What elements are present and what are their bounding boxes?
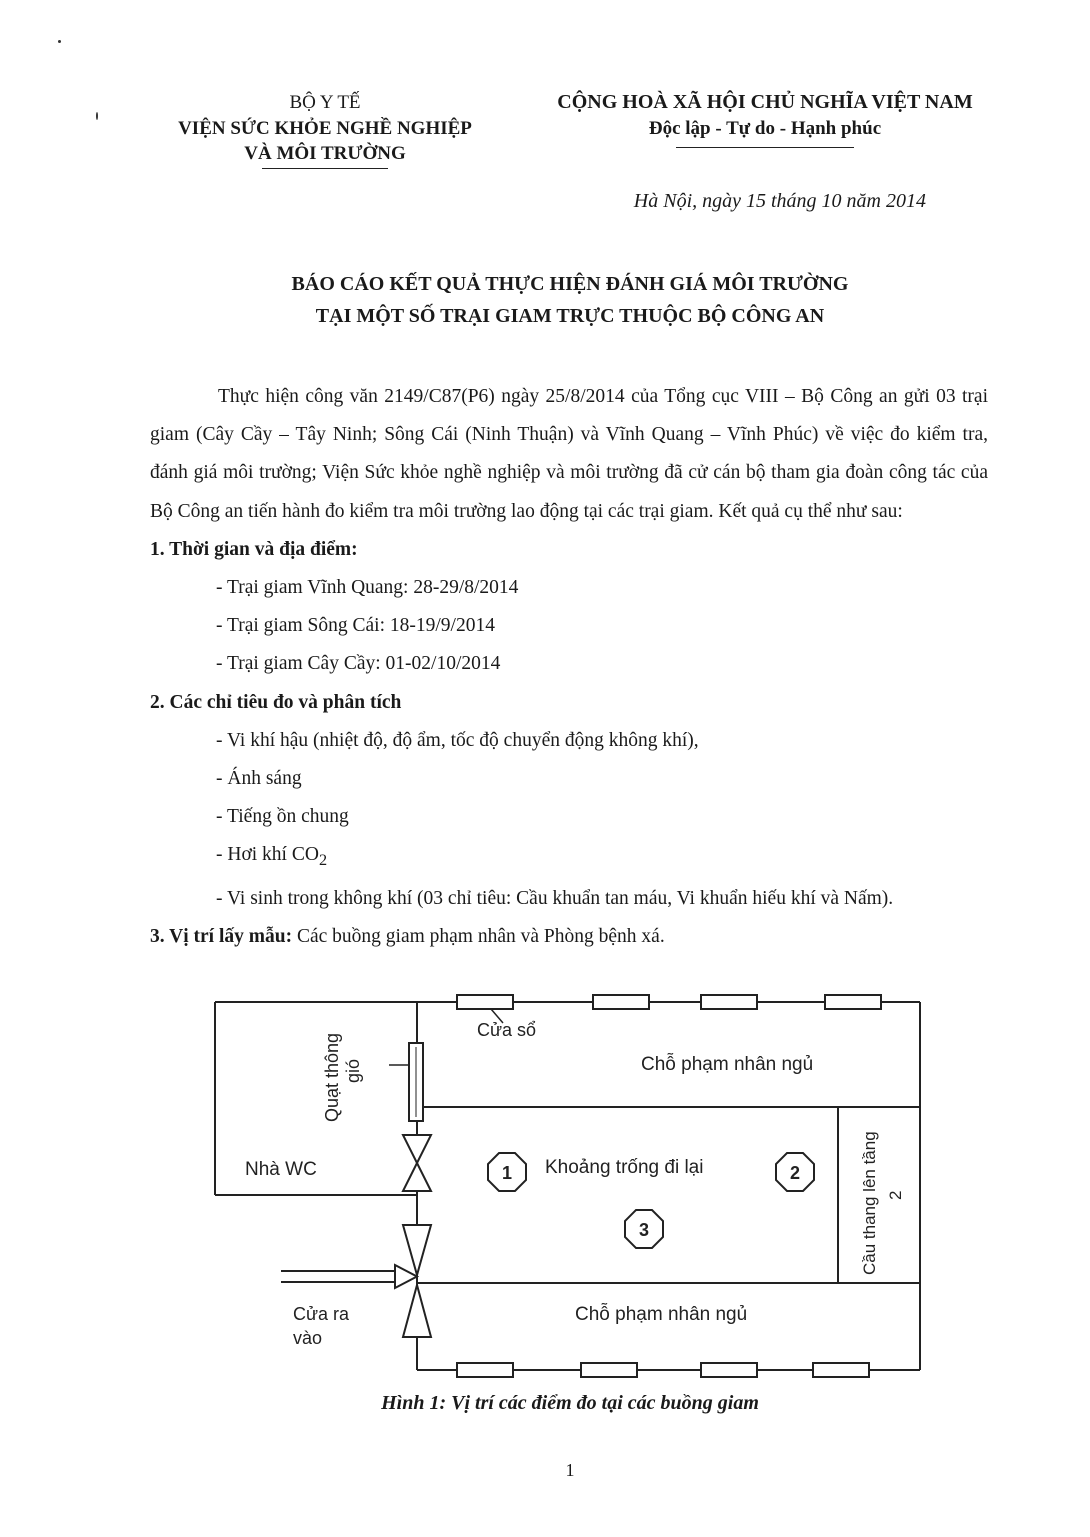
motto-underline xyxy=(676,147,854,148)
point-2-label: 2 xyxy=(789,1163,801,1183)
figure-caption: Hình 1: Vị trí các điểm đo tại các buồng giam xyxy=(381,1392,759,1414)
institute-name-line1: VIỆN SỨC KHỎE NGHỀ NGHIỆP xyxy=(178,118,472,139)
entrance-arrow-icon xyxy=(281,1265,417,1288)
title-line1: BÁO CÁO KẾT QUẢ THỰC HIỆN ĐÁNH GIÁ MÔI TRƯỜNG xyxy=(291,273,849,295)
section3-heading: 3. Vị trí lấy mẫu: xyxy=(150,925,293,947)
section3 xyxy=(150,918,988,956)
intro-paragraph: Thực hiện công văn 2149/C87(P6) ngày 25/8/2014 của Tổng cục VIII – Bộ Công an gửi 03 trại giam (Cây Cầy – Tây Ninh; Sông Cái (Ninh Thuận) và Vĩnh Quang – Vĩnh Phúc) về việc đo kiểm tra, đánh giá môi trường; Viện Sức khỏe nghề nghiệp và môi trường đã cử cán bộ tham gia đoàn công tác của Bộ Công an tiến hành đo kiểm tra môi trường lao động tại các trại giam. Kết quả cụ thể như sau: xyxy=(150,386,988,522)
national-heading xyxy=(520,88,1010,148)
section2-heading: 2. Các chỉ tiêu đo và phân tích xyxy=(150,691,402,713)
national-motto: Độc lập - Tự do - Hạnh phúc xyxy=(648,118,882,139)
section1-heading: 1. Thời gian và địa điểm: xyxy=(150,538,358,560)
list-item: - Vi khí hậu (nhiệt độ, độ ẩm, tốc độ chuyển động không khí), xyxy=(216,729,699,751)
list-item: - Ánh sáng xyxy=(216,768,302,790)
co2-label: - Hơi khí CO xyxy=(216,844,319,866)
walkway-label: Khoảng trống đi lại xyxy=(545,1157,704,1178)
list-item: - Trại giam Sông Cái: 18-19/9/2014 xyxy=(216,615,495,637)
title-line2: TẠI MỘT SỐ TRẠI GIAM TRỰC THUỘC BỘ CÔNG AN xyxy=(315,305,825,327)
co2-subscript: 2 xyxy=(318,851,328,870)
wc-label: Nhà WC xyxy=(245,1159,317,1180)
window-label: Cửa sổ xyxy=(477,1020,537,1040)
page-number: 1 xyxy=(565,1460,575,1480)
point-3-label: 3 xyxy=(638,1220,650,1240)
list-item-co2 xyxy=(150,836,988,879)
section3-text: Các buồng giam phạm nhân và Phòng bệnh xá. xyxy=(292,925,665,947)
door-label-line1: Cửa ra xyxy=(293,1304,350,1324)
wc-door-icon xyxy=(403,1135,431,1191)
stairs-label-line2: 2 xyxy=(886,1190,905,1200)
stairs-label-line1: Cầu thang lên tầng xyxy=(860,1131,879,1275)
fan-label-line1: Quạt thông xyxy=(322,1032,342,1122)
list-item: - Vi sinh trong không khí (03 chỉ tiêu: Cầu khuẩn tan máu, Vi khuẩn hiếu khí và Nấm). xyxy=(216,887,894,909)
list-item: - Trại giam Cây Cầy: 01-02/10/2014 xyxy=(216,653,501,675)
institute-name-line2: VÀ MÔI TRƯỜNG xyxy=(244,143,406,164)
list-item: - Trại giam Vĩnh Quang: 28-29/8/2014 xyxy=(216,577,519,599)
measurement-point-3 xyxy=(625,1210,663,1248)
document-title xyxy=(140,268,1000,332)
point-1-label: 1 xyxy=(501,1163,513,1183)
fan-label-line2: gió xyxy=(343,1058,363,1083)
scan-speck xyxy=(58,40,61,43)
measurement-point-2 xyxy=(776,1153,814,1191)
sleep-area-top-label: Chỗ phạm nhân ngủ xyxy=(641,1054,814,1075)
country-name: CỘNG HOÀ XÃ HỘI CHỦ NGHĨA VIỆT NAM xyxy=(557,91,973,113)
issuer-underline xyxy=(262,168,388,169)
scan-speck xyxy=(96,112,98,120)
issuer-block xyxy=(140,90,510,169)
door-label-line2: vào xyxy=(293,1328,323,1348)
ministry-name: BỘ Y TẾ xyxy=(289,92,361,113)
list-item: - Tiếng ồn chung xyxy=(216,806,349,828)
document-date: Hà Nội, ngày 15 tháng 10 năm 2014 xyxy=(633,190,926,212)
red-seal-edge xyxy=(1075,660,1090,820)
measurement-point-1 xyxy=(488,1153,526,1191)
document-body xyxy=(150,378,988,956)
cell-layout-diagram xyxy=(195,985,940,1380)
sleep-area-bottom-label: Chỗ phạm nhân ngủ xyxy=(575,1304,748,1325)
